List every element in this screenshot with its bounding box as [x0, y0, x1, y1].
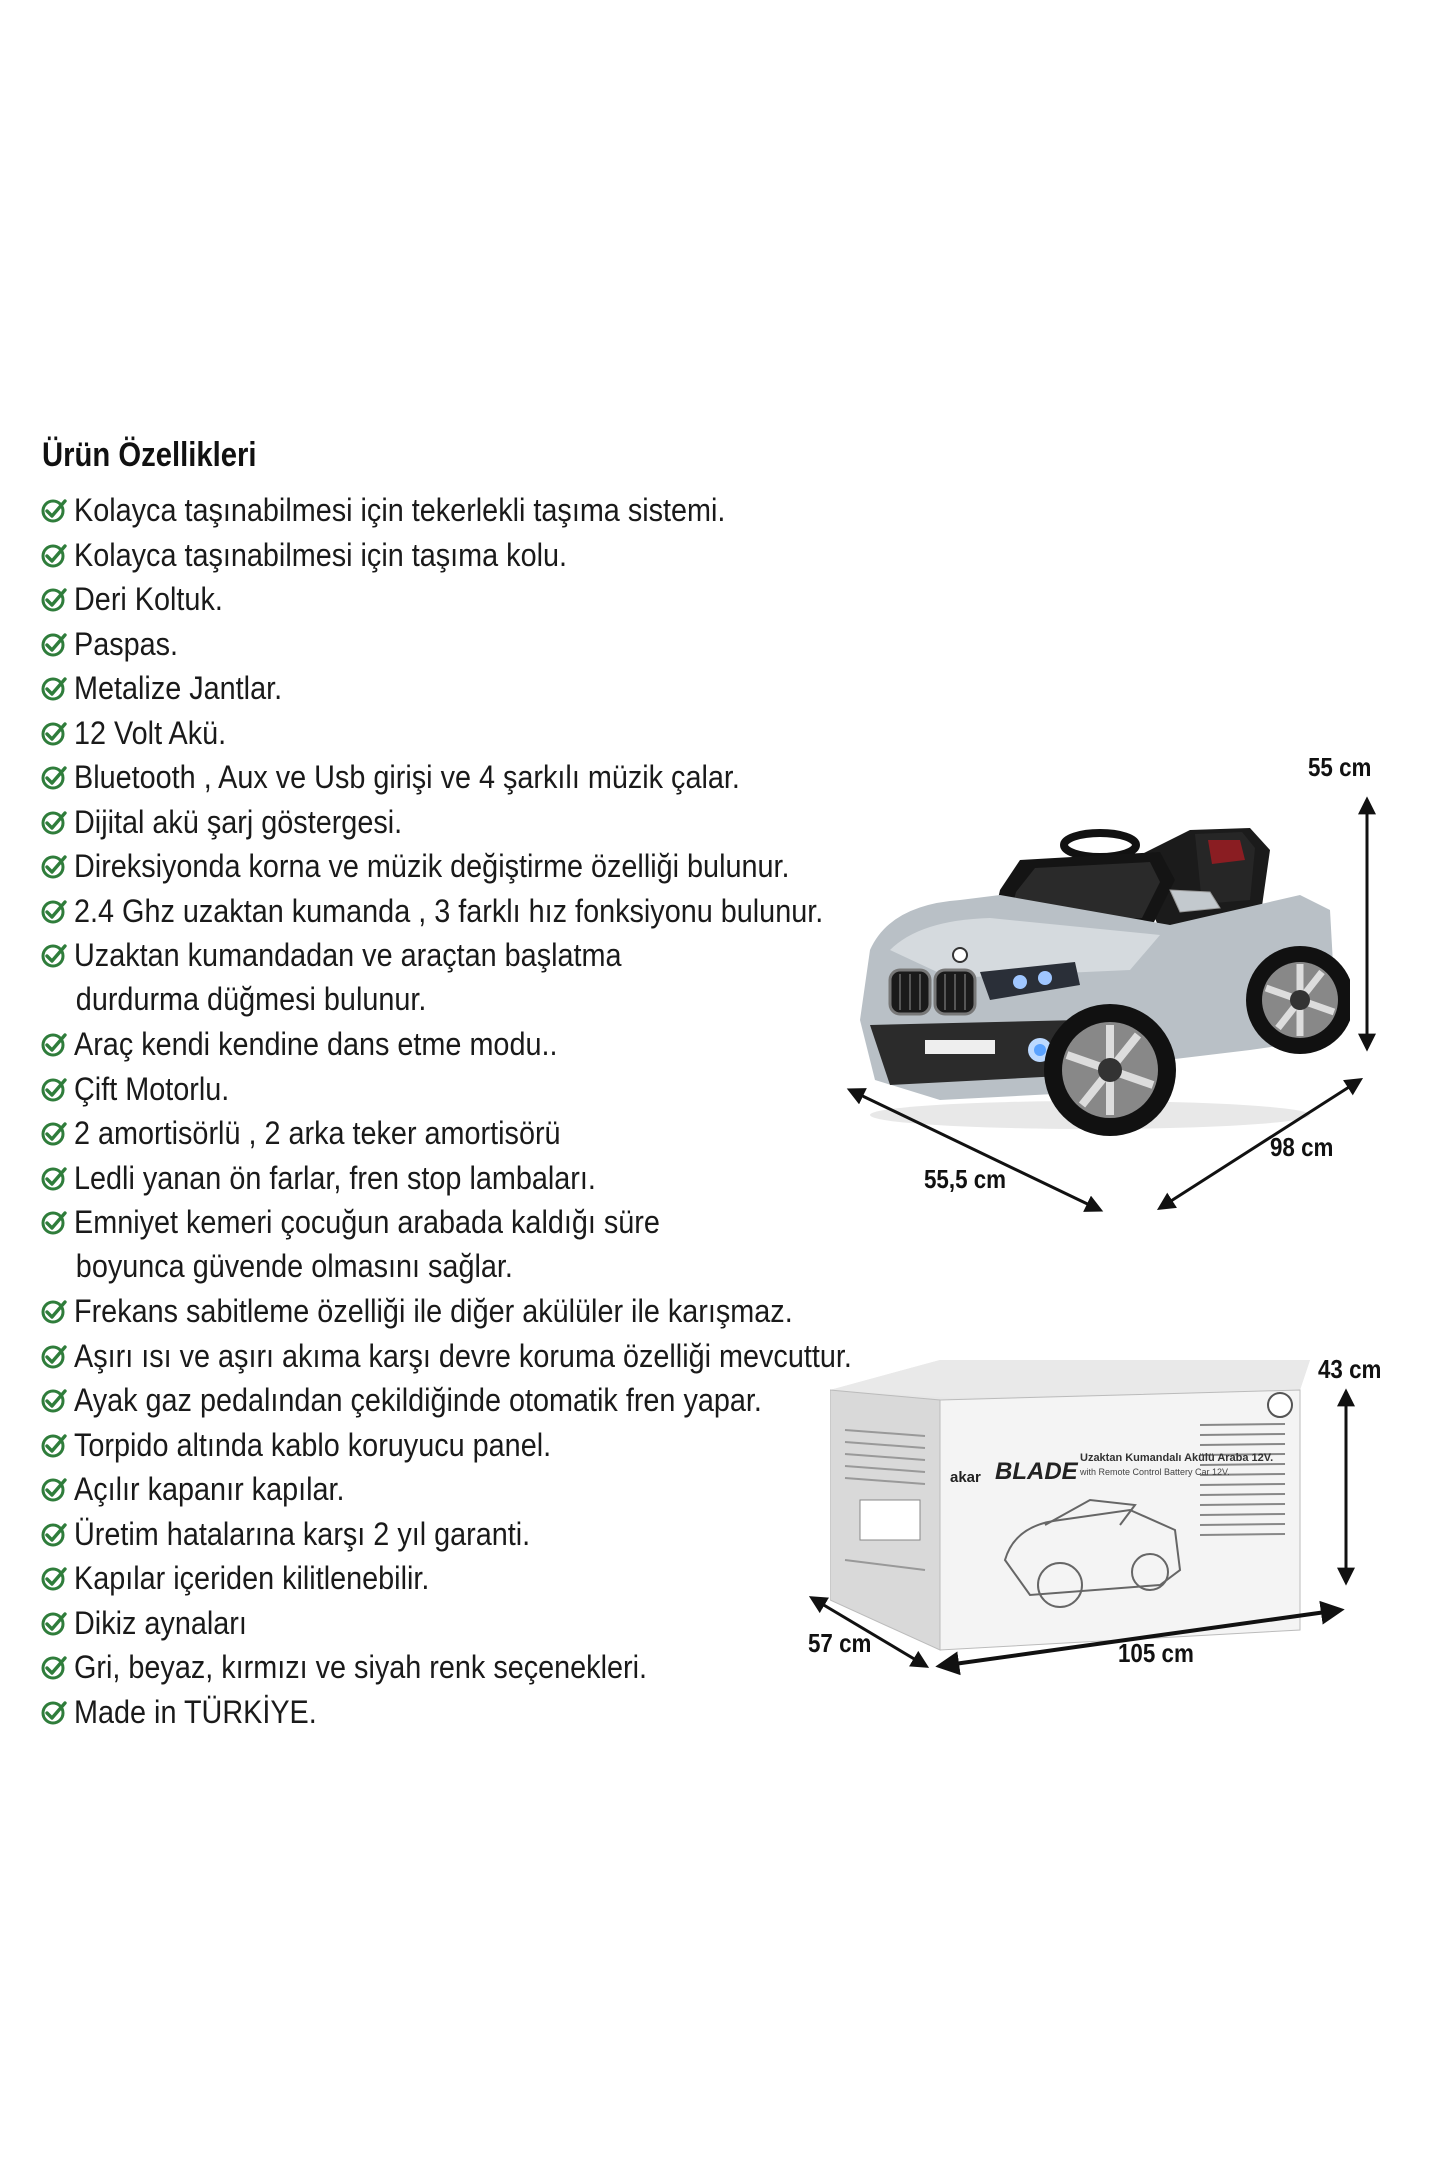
feature-text: boyunca güvende olmasını sağlar.	[75, 1248, 513, 1284]
feature-item	[40, 666, 305, 710]
feature-text: Çift Motorlu.	[74, 1070, 230, 1107]
box-length-label: 105 cm	[1118, 1638, 1194, 1668]
check-circle-icon	[40, 711, 70, 755]
feature-text: 12 Volt Akü.	[74, 714, 227, 751]
feature-item	[40, 1423, 604, 1467]
box-dimension-arrows	[790, 1370, 1370, 1690]
box-subheading-text: with Remote Control Battery Car 12V.	[1080, 1467, 1230, 1477]
box-brand-text: BLADE	[995, 1458, 1078, 1485]
feature-item	[40, 533, 622, 577]
check-circle-icon	[40, 1289, 70, 1333]
check-circle-icon	[40, 488, 70, 532]
check-circle-icon	[40, 1467, 70, 1511]
check-circle-icon	[40, 1601, 70, 1645]
feature-text: Kolayca taşınabilmesi için tekerlekli taşıma sistemi.	[74, 492, 726, 528]
check-circle-icon	[40, 577, 70, 621]
feature-text: Uzaktan kumandadan ve araçtan başlatma	[74, 937, 622, 973]
feature-item	[40, 1022, 611, 1066]
check-circle-icon	[40, 755, 70, 799]
feature-item	[40, 1556, 469, 1600]
check-circle-icon	[40, 1645, 70, 1689]
check-circle-icon	[40, 1156, 70, 1200]
feature-text: 2.4 Ghz uzaktan kumanda , 3 farklı hız fonksiyonu bulunur.	[74, 892, 824, 929]
feature-item	[40, 933, 682, 1021]
feature-item	[40, 1467, 375, 1511]
check-circle-icon	[40, 844, 70, 888]
feature-item	[40, 800, 439, 844]
feature-text: Torpido altında kablo koruyucu panel.	[74, 1426, 552, 1463]
feature-text: Metalize Jantlar.	[74, 670, 283, 706]
box-maker-text: akar	[950, 1469, 981, 1486]
check-circle-icon	[40, 889, 70, 933]
section-title: Ürün Özellikleri	[42, 436, 257, 474]
feature-text: Aşırı ısı ve aşırı akıma karşı devre koruma özelliği mevcuttur.	[74, 1337, 852, 1374]
feature-text: Açılır kapanır kapılar.	[74, 1471, 345, 1507]
feature-text: Araç kendi kendine dans etme modu..	[74, 1026, 558, 1062]
check-circle-icon	[40, 933, 70, 977]
feature-item	[40, 577, 239, 621]
check-circle-icon	[40, 1690, 70, 1734]
check-circle-icon	[40, 666, 70, 710]
feature-item	[40, 711, 243, 755]
check-circle-icon	[40, 1022, 70, 1066]
feature-text: 2 amortisörlü , 2 arka teker amortisörü	[74, 1115, 561, 1151]
car-width-label: 55,5 cm	[924, 1164, 1007, 1194]
box-heading-text: Uzaktan Kumandalı Akülü Araba 12V.	[1080, 1452, 1274, 1464]
car-length-label: 98 cm	[1270, 1132, 1334, 1162]
feature-item	[40, 1690, 344, 1734]
feature-text: Emniyet kemeri çocuğun arabada kaldığı süre	[74, 1204, 660, 1240]
feature-item	[40, 844, 869, 888]
feature-text: Made in TÜRKİYE.	[74, 1693, 317, 1730]
feature-item	[40, 755, 814, 799]
feature-item	[40, 1378, 838, 1422]
check-circle-icon	[40, 1556, 70, 1600]
check-circle-icon	[40, 533, 70, 577]
feature-item	[40, 1512, 581, 1556]
feature-text: Deri Koltuk.	[74, 581, 223, 617]
feature-text: Paspas.	[74, 625, 179, 662]
feature-text: Dijital akü şarj göstergesi.	[74, 803, 403, 840]
feature-item	[40, 1601, 266, 1645]
feature-text: Gri, beyaz, kırmızı ve siyah renk seçenekleri.	[74, 1649, 647, 1685]
box-width-label: 57 cm	[808, 1628, 872, 1658]
feature-text: Bluetooth , Aux ve Usb girişi ve 4 şarkılı müzik çalar.	[74, 759, 740, 795]
check-circle-icon	[40, 1423, 70, 1467]
feature-item	[40, 1645, 711, 1689]
feature-text: Frekans sabitleme özelliği ile diğer akülüler ile karışmaz.	[74, 1293, 793, 1329]
feature-text: Dikiz aynaları	[74, 1604, 247, 1641]
feature-text: Kapılar içeriden kilitlenebilir.	[74, 1560, 430, 1596]
feature-text: Ayak gaz pedalından çekildiğinde otomatik fren yapar.	[74, 1382, 762, 1418]
check-circle-icon	[40, 1067, 70, 1111]
feature-text: Direksiyonda korna ve müzik değiştirme özelliği bulunur.	[74, 848, 790, 884]
check-circle-icon	[40, 1111, 70, 1155]
check-circle-icon	[40, 1334, 70, 1378]
box-height-label: 43 cm	[1318, 1354, 1382, 1384]
feature-item	[40, 1200, 725, 1288]
feature-item	[40, 1111, 615, 1155]
feature-text: Kolayca taşınabilmesi için taşıma kolu.	[74, 536, 568, 573]
feature-text: Ledli yanan ön farlar, fren stop lambaları.	[74, 1159, 596, 1196]
feature-item	[40, 889, 906, 933]
car-height-label: 55 cm	[1308, 752, 1372, 782]
feature-item	[40, 622, 190, 666]
feature-text: Üretim hatalarına karşı 2 yıl garanti.	[74, 1515, 531, 1552]
feature-item	[40, 1156, 654, 1200]
check-circle-icon	[40, 622, 70, 666]
feature-item	[40, 1289, 873, 1333]
check-circle-icon	[40, 1512, 70, 1556]
feature-item	[40, 488, 798, 532]
check-circle-icon	[40, 1378, 70, 1422]
check-circle-icon	[40, 1200, 70, 1244]
feature-item	[40, 1067, 246, 1111]
check-circle-icon	[40, 800, 70, 844]
feature-text: durdurma düğmesi bulunur.	[75, 981, 427, 1017]
